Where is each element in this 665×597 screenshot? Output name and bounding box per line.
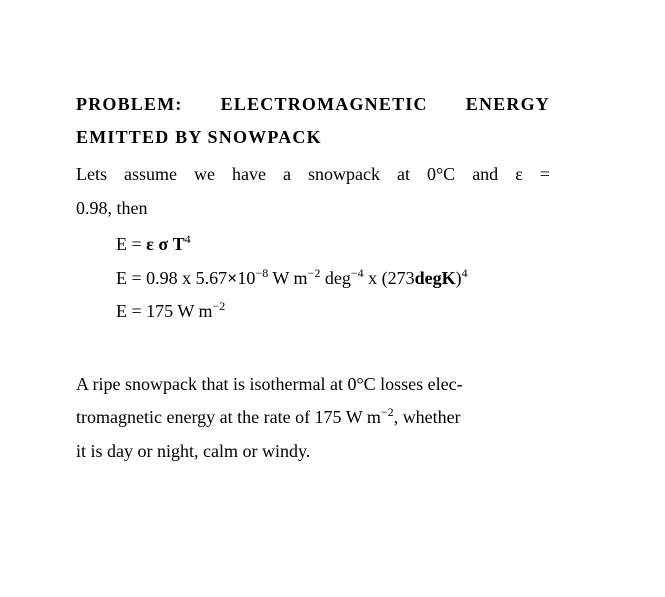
eq1-lhs: E = bbox=[116, 234, 147, 254]
title-word-problem: PROBLEM: bbox=[76, 94, 183, 114]
intro-word: and bbox=[472, 164, 499, 184]
eq2-part-g: ) bbox=[455, 268, 462, 288]
conclusion-line-2-b: , whether bbox=[393, 407, 461, 427]
intro-word: ε bbox=[515, 164, 523, 184]
intro-line-1 bbox=[76, 164, 550, 185]
intro-word: have bbox=[232, 164, 266, 184]
intro-word: 0°C bbox=[426, 164, 456, 184]
eq2-exp-3: −4 bbox=[350, 266, 364, 280]
intro-word: snowpack bbox=[307, 164, 380, 184]
equation-stefan-boltzmann bbox=[116, 234, 191, 255]
conclusion-line-2 bbox=[76, 407, 461, 428]
eq2-part-d: deg bbox=[320, 268, 351, 288]
intro-line-2: 0.98, then bbox=[76, 198, 148, 218]
conclusion-line-1: A ripe snowpack that is isothermal at 0°C losses elec- bbox=[76, 374, 463, 394]
eq2-times-sign: × bbox=[227, 268, 238, 288]
intro-word: we bbox=[194, 164, 215, 184]
problem-title-line-1 bbox=[76, 94, 550, 115]
intro-word: = bbox=[539, 164, 550, 184]
eq2-part-e: x (273 bbox=[363, 268, 415, 288]
intro-word: at bbox=[396, 164, 410, 184]
conclusion-line-3: it is day or night, calm or windy. bbox=[76, 441, 311, 461]
eq2-part-a: E = 0.98 x 5.67 bbox=[116, 268, 228, 288]
eq2-part-c: W m bbox=[268, 268, 308, 288]
eq2-exp-4: 4 bbox=[461, 266, 468, 280]
problem-title-line-2: EMITTED BY SNOWPACK bbox=[76, 127, 322, 147]
intro-word: a bbox=[282, 164, 291, 184]
eq2-exp-2: −2 bbox=[307, 266, 321, 280]
eq2-part-f: degK bbox=[414, 268, 456, 288]
conclusion-line-2-a: tromagnetic energy at the rate of 175 W m bbox=[76, 407, 381, 427]
title-word-energy: ENERGY bbox=[465, 94, 550, 114]
intro-word: Lets bbox=[76, 164, 107, 184]
eq3-part-a: E = 175 W m bbox=[116, 301, 213, 321]
eq1-rhs: ε σ T bbox=[146, 234, 185, 254]
eq1-exponent: 4 bbox=[184, 232, 191, 246]
conclusion-exponent: −2 bbox=[380, 405, 394, 419]
intro-word: assume bbox=[124, 164, 177, 184]
eq2-part-b: 10 bbox=[237, 268, 256, 288]
equation-result bbox=[116, 301, 225, 322]
eq3-exponent: −2 bbox=[212, 299, 226, 313]
equation-substitution bbox=[116, 268, 468, 289]
eq2-exp-1: −8 bbox=[255, 266, 269, 280]
title-word-electromagnetic: ELECTROMAGNETIC bbox=[220, 94, 428, 114]
